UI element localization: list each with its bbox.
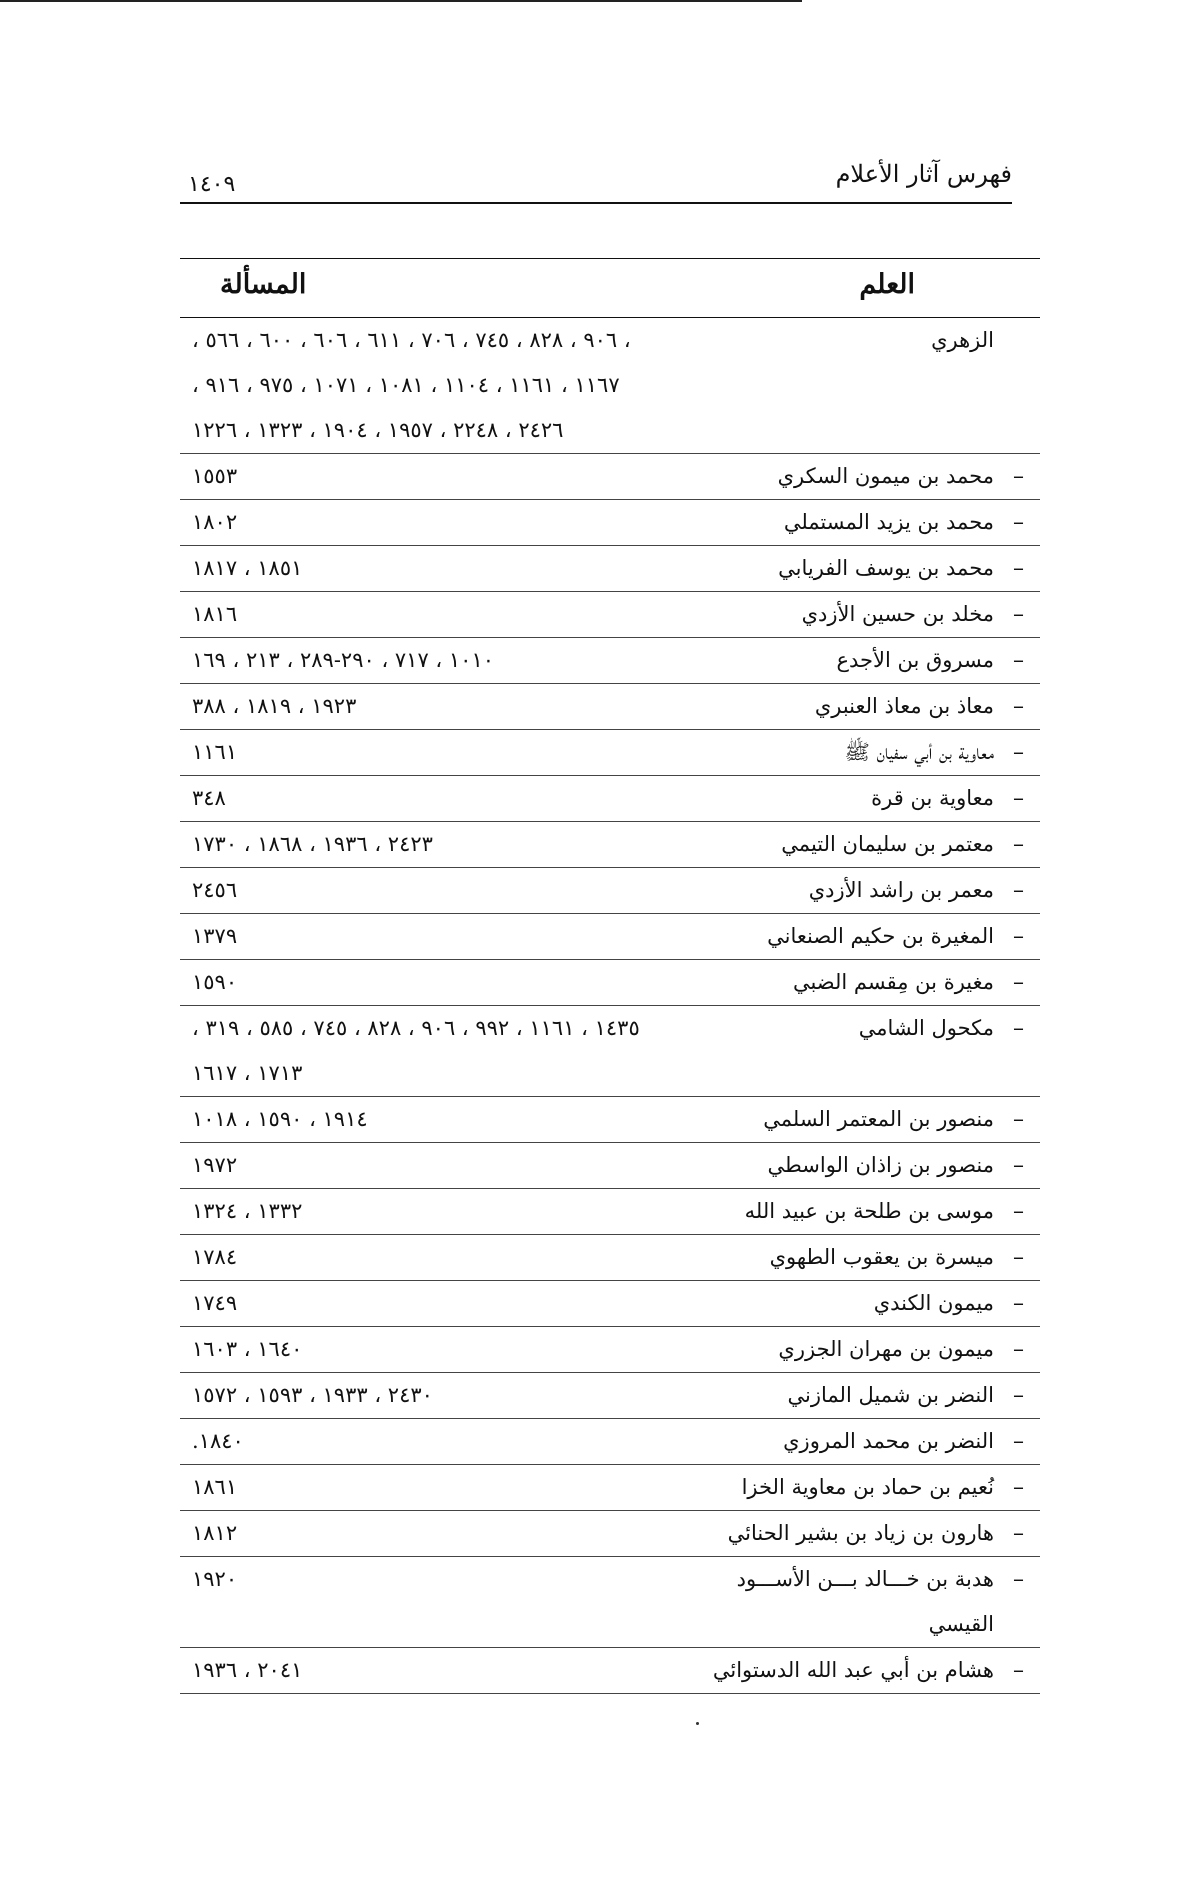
entry-name: معتمر بن سليمان التيمي xyxy=(781,832,994,856)
entry-line xyxy=(180,1281,1040,1326)
entry-dash: – xyxy=(1013,740,1024,765)
entry-dash: – xyxy=(1013,602,1024,627)
entry-refs: ، ٩٠٦ ، ٨٢٨ ، ٧٤٥ ، ٧٠٦ ، ٦١١ ، ٦٠٦ ، ٦٠٠ ، ٥٦٦ ، xyxy=(192,328,631,352)
entry-refs: ١٥٩٠ xyxy=(192,970,238,994)
entry-dash: – xyxy=(1013,556,1024,581)
entry-line xyxy=(180,408,1040,453)
index-entry xyxy=(180,546,1040,592)
index-entry xyxy=(180,822,1040,868)
entry-line xyxy=(180,730,1040,775)
entry-name: معاذ بن معاذ العنبري xyxy=(814,694,994,718)
entry-dash: – xyxy=(1013,694,1024,719)
entry-name: مخلد بن حسين الأزدي xyxy=(801,602,994,626)
index-entry xyxy=(180,1465,1040,1511)
entry-dash: – xyxy=(1013,878,1024,903)
index-entry xyxy=(180,1006,1040,1097)
index-entry xyxy=(180,684,1040,730)
entry-refs: ٢٤٢٦ ، ٢٢٤٨ ، ١٩٥٧ ، ١٩٠٤ ، ١٣٢٣ ، ١٢٢٦ xyxy=(192,418,564,442)
entry-refs: ٣٤٨ xyxy=(192,786,226,810)
index-entry xyxy=(180,454,1040,500)
entry-name: نُعيم بن حماد بن معاوية الخزا xyxy=(741,1475,994,1499)
entry-refs: ١٠١٠ ، ٧١٧ ، ٢٩٠-٢٨٩ ، ٢١٣ ، ١٦٩ xyxy=(192,648,495,672)
index-entry xyxy=(180,1143,1040,1189)
running-title: فهرس آثار الأعلام xyxy=(835,160,1012,188)
index-entry xyxy=(180,592,1040,638)
column-header-name: العلم xyxy=(859,269,915,300)
entry-dash: – xyxy=(1013,786,1024,811)
entry-refs: .١٨٤٠ xyxy=(192,1429,244,1453)
entry-name: محمد بن ميمون السكري xyxy=(777,464,994,488)
index-table xyxy=(180,258,1040,1694)
entry-dash: – xyxy=(1013,1475,1024,1500)
entry-line xyxy=(180,1648,1040,1693)
entry-line xyxy=(180,1143,1040,1188)
entry-refs: ١٨١٦ xyxy=(192,602,238,626)
entry-dash: – xyxy=(1013,1383,1024,1408)
entry-refs: ، ١١٦٧ ، ١١٦١ ، ١١٠٤ ، ١٠٨١ ، ١٠٧١ ، ٩٧٥ ، ٩١٦ xyxy=(192,373,620,397)
entry-refs: ١١٦١ xyxy=(192,740,238,764)
index-entry xyxy=(180,730,1040,776)
entry-line xyxy=(180,822,1040,867)
entry-name: معاوية بن أبي سفيان ﷺ xyxy=(844,740,994,764)
table-header xyxy=(180,258,1040,318)
entry-line xyxy=(180,914,1040,959)
entry-dash: – xyxy=(1013,1521,1024,1546)
page xyxy=(180,150,1040,1683)
entry-line xyxy=(180,868,1040,913)
entry-line xyxy=(180,638,1040,683)
index-entry xyxy=(180,868,1040,914)
entry-line xyxy=(180,546,1040,591)
entry-refs: ١٨٦١ xyxy=(192,1475,238,1499)
entry-line xyxy=(180,1327,1040,1372)
entry-line xyxy=(180,1557,1040,1602)
entry-dash: – xyxy=(1013,970,1024,995)
entry-refs: ١٨١٢ xyxy=(192,1521,238,1545)
entry-name: مغيرة بن مِقسم الضبي xyxy=(792,970,994,994)
entry-line xyxy=(180,1235,1040,1280)
entry-line xyxy=(180,1419,1040,1464)
entry-dash: – xyxy=(1013,1291,1024,1316)
index-entry xyxy=(180,1648,1040,1694)
entry-line xyxy=(180,1465,1040,1510)
entry-refs: ١٥٥٣ xyxy=(192,464,238,488)
entry-refs: ٢٤٣٠ ، ١٩٣٣ ، ١٥٩٣ ، ١٥٧٢ xyxy=(192,1383,433,1407)
entry-name: معاوية بن قرة xyxy=(871,786,994,810)
entry-line xyxy=(180,454,1040,499)
entry-line xyxy=(180,592,1040,637)
index-entry xyxy=(180,318,1040,454)
entry-name: الزهري xyxy=(931,328,994,352)
entry-refs: ، ١٤٣٥ ، ١١٦١ ، ٩٩٢ ، ٩٠٦ ، ٨٢٨ ، ٧٤٥ ، ٥٨٥ ، ٣١٩ xyxy=(192,1016,640,1040)
index-entry xyxy=(180,776,1040,822)
entry-dash: – xyxy=(1013,510,1024,535)
page-number: ١٤٠٩ xyxy=(188,172,236,197)
entry-refs: ١٣٣٢ ، ١٣٢٤ xyxy=(192,1199,303,1223)
entry-name: محمد بن يزيد المستملي xyxy=(783,510,994,534)
index-entry xyxy=(180,1373,1040,1419)
index-entry xyxy=(180,1235,1040,1281)
entry-line xyxy=(180,500,1040,545)
entry-line xyxy=(180,1373,1040,1418)
entry-dash: – xyxy=(1013,832,1024,857)
entry-name: موسى بن طلحة بن عبيد الله xyxy=(744,1199,994,1223)
entry-name: مسروق بن الأجدع xyxy=(836,648,994,672)
entry-refs: ١٦٤٠ ، ١٦٠٣ xyxy=(192,1337,303,1361)
entry-refs: ١٩٢٠ xyxy=(192,1567,238,1591)
entry-name: منصور بن المعتمر السلمي xyxy=(763,1107,994,1131)
entry-name: النضر بن شميل المازني xyxy=(787,1383,994,1407)
entry-dash: – xyxy=(1013,648,1024,673)
entry-refs: ١٨٥١ ، ١٨١٧ xyxy=(192,556,303,580)
entry-line xyxy=(180,1051,1040,1096)
entry-line xyxy=(180,318,1040,363)
entry-line xyxy=(180,1511,1040,1556)
entry-refs: ١٩٧٢ xyxy=(192,1153,238,1177)
entry-dash: – xyxy=(1013,1658,1024,1683)
entry-name: ميسرة بن يعقوب الطهوي xyxy=(769,1245,994,1269)
entry-dash: – xyxy=(1013,924,1024,949)
entry-dash: – xyxy=(1013,1153,1024,1178)
entry-name: محمد بن يوسف الفريابي xyxy=(778,556,994,580)
index-entry xyxy=(180,1327,1040,1373)
entry-name: المغيرة بن حكيم الصنعاني xyxy=(767,924,994,948)
entry-refs: ١٣٧٩ xyxy=(192,924,238,948)
entry-name: معمر بن راشد الأزدي xyxy=(808,878,994,902)
index-entry xyxy=(180,1511,1040,1557)
entry-refs: ١٧١٣ ، ١٦١٧ xyxy=(192,1061,303,1085)
entry-refs: ٢٤٥٦ xyxy=(192,878,238,902)
index-entry xyxy=(180,1557,1040,1648)
entry-name: منصور بن زاذان الواسطي xyxy=(767,1153,994,1177)
entry-dash: – xyxy=(1013,1199,1024,1224)
entry-line xyxy=(180,1189,1040,1234)
index-entry xyxy=(180,1281,1040,1327)
entry-line xyxy=(180,684,1040,729)
entry-refs: ١٨٠٢ xyxy=(192,510,238,534)
entry-dash: – xyxy=(1013,1245,1024,1270)
entry-name: هارون بن زياد بن بشير الحنائي xyxy=(727,1521,994,1545)
entry-name: هشام بن أبي عبد الله الدستوائي xyxy=(712,1658,994,1682)
entry-line xyxy=(180,1006,1040,1051)
entry-dash: – xyxy=(1013,464,1024,489)
entry-dash: – xyxy=(1013,1567,1024,1592)
entry-name: هدبة بن خـــالد بـــن الأســـود xyxy=(736,1567,994,1591)
entry-line xyxy=(180,1097,1040,1142)
column-header-refs: المسألة xyxy=(220,269,307,300)
entry-name: ميمون الكندي xyxy=(873,1291,994,1315)
entry-line xyxy=(180,1602,1040,1647)
index-entry xyxy=(180,1419,1040,1465)
entry-name: مكحول الشامي xyxy=(858,1016,994,1040)
top-edge-rule xyxy=(0,0,802,2)
index-entry xyxy=(180,914,1040,960)
entry-refs: ١٩١٤ ، ١٥٩٠ ، ١٠١٨ xyxy=(192,1107,368,1131)
running-header xyxy=(180,150,1012,204)
entry-line xyxy=(180,776,1040,821)
entry-dash: – xyxy=(1013,1107,1024,1132)
entry-line xyxy=(180,960,1040,1005)
index-entry xyxy=(180,500,1040,546)
index-entry xyxy=(180,1189,1040,1235)
entry-line xyxy=(180,363,1040,408)
index-rows xyxy=(180,318,1040,1694)
index-entry xyxy=(180,960,1040,1006)
entry-dash: – xyxy=(1013,1429,1024,1454)
entry-dash: – xyxy=(1013,1337,1024,1362)
index-entry xyxy=(180,1097,1040,1143)
entry-name: النضر بن محمد المروزي xyxy=(783,1429,994,1453)
entry-refs: ١٧٤٩ xyxy=(192,1291,238,1315)
entry-refs: ١٧٨٤ xyxy=(192,1245,238,1269)
entry-name: ميمون بن مهران الجزري xyxy=(778,1337,994,1361)
entry-refs: ١٩٢٣ ، ١٨١٩ ، ٣٨٨ xyxy=(192,694,357,718)
entry-refs: ٢٠٤١ ، ١٩٣٦ xyxy=(192,1658,303,1682)
entry-dash: – xyxy=(1013,1016,1024,1041)
speck xyxy=(696,1722,699,1725)
entry-name-continued: القيسي xyxy=(928,1612,994,1636)
index-entry xyxy=(180,638,1040,684)
entry-refs: ٢٤٢٣ ، ١٩٣٦ ، ١٨٦٨ ، ١٧٣٠ xyxy=(192,832,433,856)
